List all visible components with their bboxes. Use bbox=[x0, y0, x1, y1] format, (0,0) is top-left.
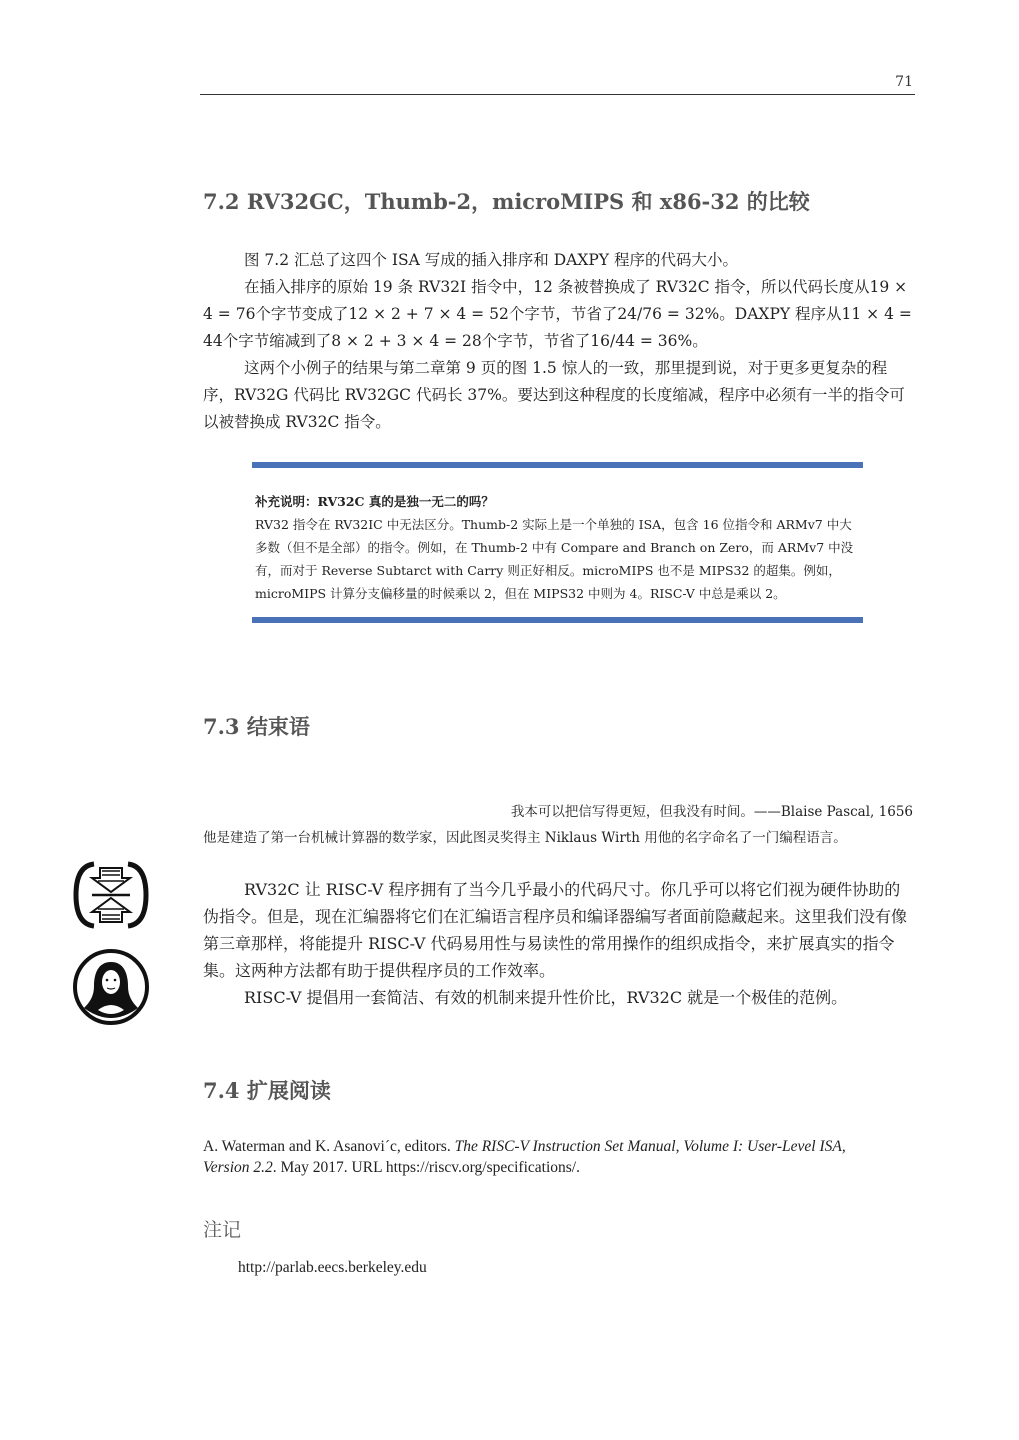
section-7-2-body bbox=[203, 247, 915, 436]
compress-arrows-icon bbox=[72, 858, 150, 932]
reference-authors: A. Waterman and K. Asanovi´c, editors. bbox=[203, 1138, 455, 1155]
paragraph: RV32C 让 RISC-V 程序拥有了当今几乎最小的代码尺寸。你几乎可以将它们视为硬件协助的伪指令。但是，现在汇编器将它们在汇编语言程序员和编译器编写者面前隐藏起来。这里我们没有像第三章那样，将能提升 RISC-V 代码易用性与易读性的常用操作的组织成指令，来扩展真实的指令集。这两种方法都有助于提供程序员的工作效率。 bbox=[203, 880, 908, 980]
section-7-3-heading: 7.3 结束语 bbox=[203, 714, 310, 739]
header-rule bbox=[200, 94, 915, 95]
mona-lisa-icon bbox=[72, 948, 150, 1026]
notes-heading: 注记 bbox=[203, 1219, 242, 1241]
reference-tail: . May 2017. URL https://riscv.org/specifications/. bbox=[272, 1159, 580, 1176]
epigraph-note: 他是建造了第一台机械计算器的数学家，因此图灵奖得主 Niklaus Wirth 用他的名字命名了一门编程语言。 bbox=[203, 830, 847, 846]
notes-url: http://parlab.eecs.berkeley.edu bbox=[238, 1259, 427, 1276]
sidebar-text: RV32 指令在 RV32IC 中无法区分。Thumb-2 实际上是一个单独的 ISA，包含 16 位指令和 ARMv7 中大多数（但不是全部）的指令。例如，在 Thumb-2 中有 Compare and Branch on Zero，而 ARMv7 中没有，而对于 Reverse Subtarct with Carry 则正好相反。microMIPS 也不是 MIPS32 的超集。例如，microMIPS 计算分支偏移量的时候乘以 2，但在 MIPS32 中则为 4。RISC-V 中总是乘以 2。 bbox=[255, 517, 854, 601]
page-number: 71 bbox=[895, 74, 913, 90]
paragraph: 图 7.2 汇总了这四个 ISA 写成的插入排序和 DAXPY 程序的代码大小。 bbox=[244, 251, 738, 269]
sidebar-title: 补充说明：RV32C 真的是独一无二的吗？ bbox=[255, 494, 494, 509]
section-7-4-heading: 7.4 扩展阅读 bbox=[203, 1078, 331, 1103]
paragraph: RISC-V 提倡用一套简洁、有效的机制来提升性价比，RV32C 就是一个极佳的范例。 bbox=[244, 988, 848, 1007]
paragraph: 在插入排序的原始 19 条 RV32I 指令中，12 条被替换成了 RV32C 指令，所以代码长度从19 × 4 = 76个字节变成了12 × 2 + 7 × 4 = 52个字节，节省了24/76 = 32%。DAXPY 程序从11 × 4 = 44个字节缩减到了8 × 2 + 3 × 4 = 28个字节，节省了16/44 = 36%。 bbox=[203, 278, 912, 350]
paragraph: 这两个小例子的结果与第二章第 9 页的图 1.5 惊人的一致，那里提到说，对于更多更复杂的程序，RV32G 代码比 RV32GC 代码长 37%。要达到这种程度的长度缩减，程序中必须有一半的指令可以被替换成 RV32C 指令。 bbox=[203, 359, 905, 431]
section-7-2-heading: 7.2 RV32GC，Thumb-2，microMIPS 和 x86-32 的比较 bbox=[203, 189, 810, 214]
epigraph-quote: 我本可以把信写得更短，但我没有时间。——Blaise Pascal, 1656 bbox=[510, 804, 913, 820]
reference-title: The RISC-V Instruction Set Manual, Volume I: User-Level ISA, Version 2.2 bbox=[203, 1138, 846, 1176]
section-7-3-body bbox=[203, 876, 915, 1011]
sidebar-box bbox=[252, 462, 863, 623]
sidebar-bottom-bar bbox=[252, 617, 863, 623]
reference-entry bbox=[203, 1136, 893, 1178]
